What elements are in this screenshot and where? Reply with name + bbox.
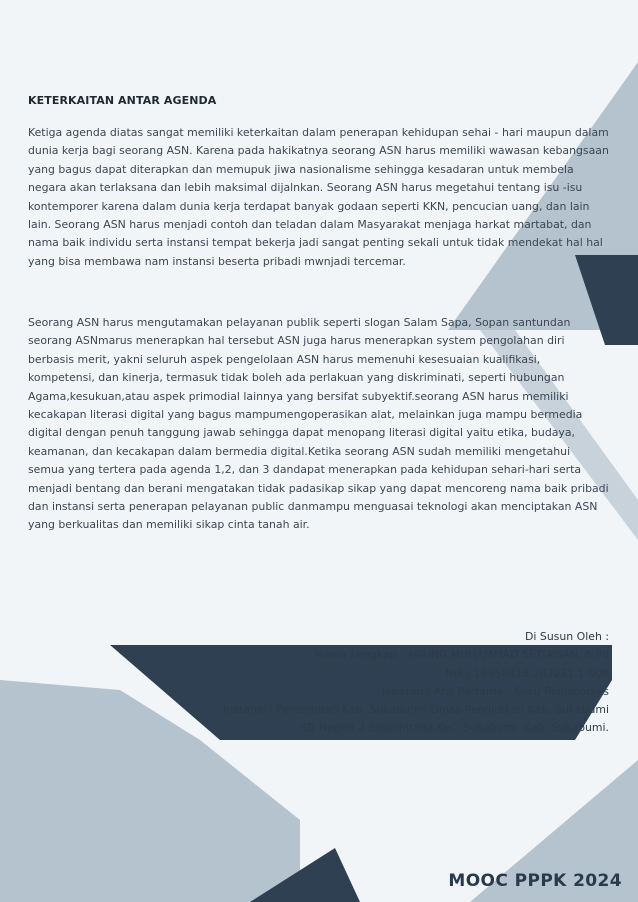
signature-school: SD Negeri 2 Selabintana Kec. Sukabumi. Kab. Sukabumi. <box>300 721 609 735</box>
paragraph-2: Seorang ASN harus mengutamakan pelayanan publik seperti slogan Salam Sapa, Sopan santundan seorang ASNmarus menerapkan hal tersebut ASN juga harus menerapkan system pengolahan diri berbasis merit, yakni seluruh aspek pengelolaan ASN harus memenuhi kesesuaian kualifikasi, kompetensi, dan kinerja, termasuk tidak boleh ada perlakuan yang diskriminati, seperti hubungan Agama,kesukuan,atau aspek primodial lainnya yang bersifat subyektif.seorang ASN harus memiliki kecakapan literasi digital yang bagus mampumengoperasikan alat, melainkan juga mampu bermedia digital dengan penuh tanggung jawab sehingga dapat menopang literasi digital yaitu etika, budaya, keamanan, dan kecakapan dalam bermedia digital.Ketika seorang ASN sudah memiliki mengetahui semua yang tertera pada agenda 1,2, dan 3 dandapat menerapkan pada kehidupan sehari-hari serta menjadi bentang dan berani mengatakan tidak padasikap sikap yang dapat mencoreng nama baik pribadi dan instansi serta penerapan pelayanan public danmampu menguasai teknologi akan menciptakan ASN yang berkualitas dan memiliki sikap cinta tanah air. <box>28 316 609 532</box>
signature-institution: Instansi : Pemerintah Kab. Sukabumi, Dinas Pendidikan Kab. Sukabumi <box>223 703 609 717</box>
signature-nip: NIP : 19850916 202221 1 008 <box>445 666 609 680</box>
signature-full-name: Nama Lengkap : AGUNG MUHAMMAD SETIAWAN, S.Pd <box>314 648 609 662</box>
signature-prepared-by: Di Susun Oleh : <box>525 630 609 643</box>
signature-block <box>223 628 609 738</box>
paragraph-1: Ketiga agenda diatas sangat memiliki keterkaitan dalam penerapan kehidupan sehai - hari maupun dalam dunia kerja bagi seorang ASN. Karena pada hakikatnya seorang ASN harus memiliki wawasan kebangsaan yang bagus dapat diterapkan dan memupuk jiwa nasionalisme sehingga kesadaran untuk membela negara akan terlaksana dan lebih maksimal dijalnkan. Seorang ASN harus megetahui tentang isu -isu kontemporer karena dalam dunia kerja terdapat banyak godaan seperti KKN, pencucian uang, dan lain lain. Seorang ASN harus menjadi contoh dan teladan dalam Masyarakat menjaga harkat martabat, dan nama baik individu serta instansi tempat bekerja jadi sangat penting sekali untuk tidak mendekat hal hal yang bisa membawa nam instansi beserta pribadi mwnjadi tercemar. <box>28 126 609 268</box>
section-heading: KETERKAITAN ANTAR AGENDA <box>28 94 217 107</box>
footer-title: MOOC PPPK 2024 <box>448 871 622 891</box>
signature-position: Jabatan : Ahli Pertama - Guru Penjasorkes <box>382 684 609 698</box>
